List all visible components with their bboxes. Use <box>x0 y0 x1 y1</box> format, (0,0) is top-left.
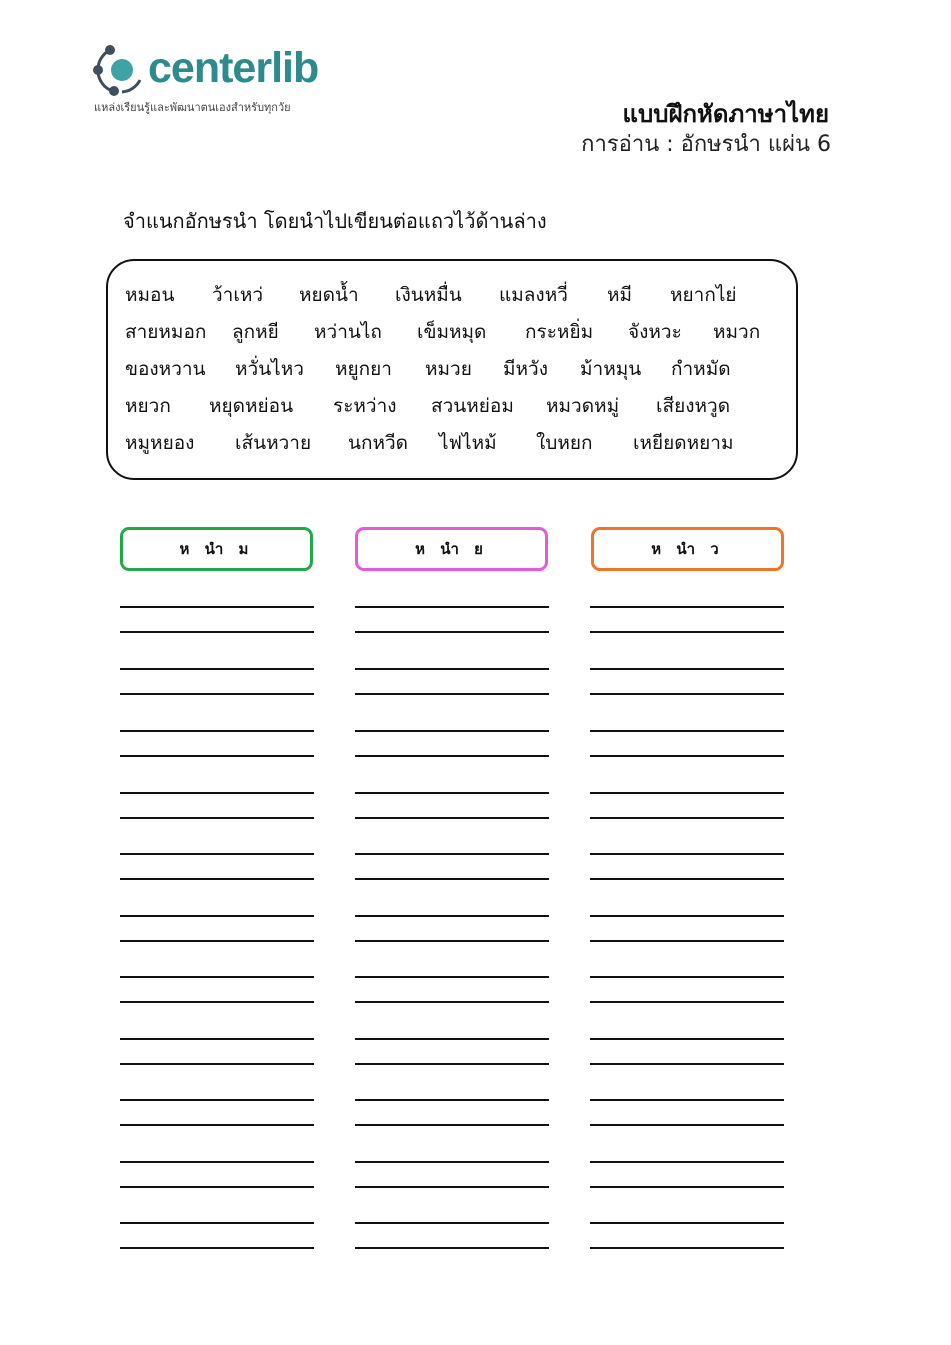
answer-line[interactable] <box>120 730 314 732</box>
answer-line[interactable] <box>120 1063 314 1065</box>
answer-line[interactable] <box>120 1124 314 1126</box>
answer-line[interactable] <box>120 631 314 633</box>
answer-line[interactable] <box>120 693 314 695</box>
word-item: นกหวีด <box>348 432 409 454</box>
word-item: เส้นหวาย <box>235 432 312 454</box>
word-item: หมวดหมู่ <box>546 395 620 417</box>
answer-line[interactable] <box>120 668 314 670</box>
answer-line[interactable] <box>355 606 549 608</box>
answer-line[interactable] <box>355 1099 549 1101</box>
answer-line[interactable] <box>120 606 314 608</box>
word-item: หยวก <box>125 395 171 417</box>
answer-line[interactable] <box>590 1099 784 1101</box>
word-item: ของหวาน <box>125 358 206 380</box>
answer-line[interactable] <box>355 853 549 855</box>
word-item: ว้าเหว่ <box>212 284 264 306</box>
word-item: หว่านไถ <box>314 321 382 343</box>
answer-line[interactable] <box>355 976 549 978</box>
answer-line[interactable] <box>120 1222 314 1224</box>
answer-line[interactable] <box>355 1161 549 1163</box>
word-item: มีหวัง <box>503 358 548 380</box>
word-item: หมวก <box>713 321 761 343</box>
answer-line[interactable] <box>590 755 784 757</box>
word-bank-box <box>106 259 798 480</box>
word-item: เหยียดหยาม <box>633 432 734 454</box>
answer-line[interactable] <box>355 693 549 695</box>
word-item: ม้าหมุน <box>580 358 642 380</box>
answer-line[interactable] <box>355 1001 549 1003</box>
answer-line[interactable] <box>590 915 784 917</box>
word-item: ไฟไหม้ <box>439 432 497 454</box>
word-item: เงินหมื่น <box>395 284 462 306</box>
answer-line[interactable] <box>120 915 314 917</box>
answer-line[interactable] <box>120 853 314 855</box>
centerlib-logo <box>92 40 342 120</box>
answer-line[interactable] <box>120 755 314 757</box>
answer-line[interactable] <box>590 730 784 732</box>
answer-line[interactable] <box>590 1001 784 1003</box>
answer-line[interactable] <box>120 817 314 819</box>
answer-line[interactable] <box>355 1186 549 1188</box>
answer-line[interactable] <box>355 668 549 670</box>
answer-line[interactable] <box>355 1124 549 1126</box>
answer-line[interactable] <box>120 1001 314 1003</box>
answer-line[interactable] <box>590 976 784 978</box>
answer-line[interactable] <box>120 1161 314 1163</box>
word-item: หยุดหย่อน <box>209 395 294 417</box>
word-item: สวนหย่อม <box>431 395 514 417</box>
answer-line[interactable] <box>355 792 549 794</box>
word-item: เข็มหมุด <box>417 321 487 343</box>
answer-line[interactable] <box>590 693 784 695</box>
word-item: หมอน <box>125 284 175 306</box>
answer-line[interactable] <box>120 792 314 794</box>
answer-line[interactable] <box>590 631 784 633</box>
answer-line[interactable] <box>590 1063 784 1065</box>
answer-line[interactable] <box>355 631 549 633</box>
answer-line[interactable] <box>120 1247 314 1249</box>
word-item: กำหมัด <box>671 358 731 380</box>
word-item: หยูกยา <box>335 358 392 380</box>
word-item: หมวย <box>425 358 472 380</box>
worksheet-subtitle: การอ่าน : อักษรนำ แผ่น 6 <box>581 132 831 157</box>
word-item: ใบหยก <box>536 432 593 454</box>
answer-line[interactable] <box>590 1222 784 1224</box>
word-item: แมลงหวี่ <box>499 284 568 306</box>
answer-line[interactable] <box>120 1099 314 1101</box>
word-item: เสียงหวูด <box>656 395 731 417</box>
answer-line[interactable] <box>355 940 549 942</box>
answer-line[interactable] <box>120 976 314 978</box>
answer-line[interactable] <box>120 1186 314 1188</box>
word-item: หวั่นไหว <box>235 358 304 380</box>
word-item: กระหยิ่ม <box>525 321 594 343</box>
word-row <box>108 428 796 458</box>
answer-line[interactable] <box>355 1222 549 1224</box>
answer-line[interactable] <box>590 1186 784 1188</box>
answer-line[interactable] <box>590 1038 784 1040</box>
answer-line[interactable] <box>590 1161 784 1163</box>
answer-line[interactable] <box>590 606 784 608</box>
answer-line[interactable] <box>590 1124 784 1126</box>
word-item: หมูหยอง <box>125 432 195 454</box>
word-item: จังหวะ <box>628 321 682 343</box>
molecule-logo-icon <box>92 42 148 98</box>
worksheet-title: แบบฝึกหัดภาษาไทย <box>622 100 829 128</box>
answer-line[interactable] <box>355 1038 549 1040</box>
answer-line[interactable] <box>590 940 784 942</box>
answer-line[interactable] <box>590 1247 784 1249</box>
answer-line[interactable] <box>355 730 549 732</box>
word-row <box>108 391 796 421</box>
word-item: หมี <box>607 284 633 306</box>
word-item: ระหว่าง <box>333 395 397 417</box>
answer-line[interactable] <box>355 915 549 917</box>
answer-line[interactable] <box>355 817 549 819</box>
instruction-text: จำแนกอักษรนำ โดยนำไปเขียนต่อแถวไว้ด้านล่าง <box>123 209 547 233</box>
answer-line[interactable] <box>120 1038 314 1040</box>
word-item: สายหมอก <box>125 321 207 343</box>
category-header-hor-nam-wor: ห นำ ว <box>591 527 784 571</box>
word-row <box>108 280 796 310</box>
logo-tagline: แหล่งเรียนรู้และพัฒนาตนเองสำหรับทุกวัย <box>94 101 291 114</box>
answer-line[interactable] <box>355 755 549 757</box>
answer-line[interactable] <box>590 817 784 819</box>
answer-line[interactable] <box>590 792 784 794</box>
answer-line[interactable] <box>590 668 784 670</box>
answer-line[interactable] <box>355 1247 549 1249</box>
answer-line[interactable] <box>355 878 549 880</box>
word-row <box>108 354 796 384</box>
category-header-hor-nam-mor: ห นำ ม <box>120 527 313 571</box>
word-row <box>108 317 796 347</box>
answer-line[interactable] <box>120 940 314 942</box>
answer-line[interactable] <box>120 878 314 880</box>
word-item: ลูกหยี <box>232 321 279 343</box>
answer-line[interactable] <box>590 853 784 855</box>
category-header-hor-nam-yor: ห นำ ย <box>355 527 548 571</box>
answer-line[interactable] <box>590 878 784 880</box>
word-item: หยดน้ำ <box>299 284 359 306</box>
logo-wordmark: centerlib <box>148 44 319 92</box>
word-item: หยากไย่ <box>670 284 737 306</box>
answer-line[interactable] <box>355 1063 549 1065</box>
